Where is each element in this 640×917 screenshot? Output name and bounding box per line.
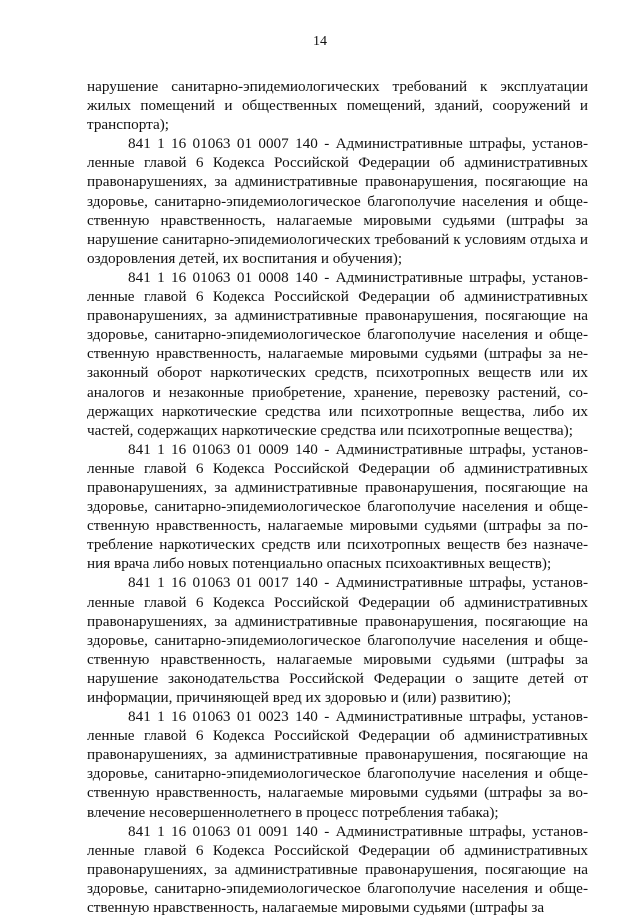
paragraph-code-0007: 841 1 16 01063 01 0007 140 - Административные штрафы, установленные главой 6 Кодекса Российской Федерации об административных правонарушениях, за административные правонарушения, посягающие на здоровье, санитарно-эпидемиологическое благополучие населения и общественную нравственность, налагаемые мировыми судьями (штрафы за нарушение санитарно-эпидемиологических требований к условиям отдыха и оздоровления детей, их воспитания и обучения); [87,135,588,267]
paragraph-continuation: нарушение санитарно-эпидемиологических требований к эксплуатации жилых помещений и общественных помещений, зданий, сооружений и транспорта); [87,78,588,134]
paragraph-code-0008: 841 1 16 01063 01 0008 140 - Административные штрафы, установленные главой 6 Кодекса Российской Федерации об административных правонарушениях, за административные правонарушения, посягающие на здоровье, санитарно-эпидемиологическое благополучие населения и общественную нравственность, налагаемые мировыми судьями (штрафы за незаконный оборот наркотических средств, психотропных веществ или их аналогов и незаконные приобретение, хранение, перевозку растений, содержащих наркотические средства или психотропные вещества, либо их частей, содержащих наркотические средства или психотропные вещества); [87,268,588,439]
paragraph-code-0023: 841 1 16 01063 01 0023 140 - Административные штрафы, установленные главой 6 Кодекса Российской Федерации об административных правонарушениях, за административные правонарушения, посягающие на здоровье, санитарно-эпидемиологическое благополучие населения и общественную нравственность, налагаемые мировыми судьями (штрафы за вовлечение несовершеннолетнего в процесс потребления табака); [87,708,588,821]
paragraph-code-0091: 841 1 16 01063 01 0091 140 - Административные штрафы, установленные главой 6 Кодекса Российской Федерации об административных правонарушениях, за административные правонарушения, посягающие на здоровье, санитарно-эпидемиологическое благополучие населения и общественную нравственность, налагаемые мировыми судьями (штрафы за [87,822,588,917]
document-body [87,77,588,917]
page-number: 14 [313,34,327,49]
paragraph-code-0009: 841 1 16 01063 01 0009 140 - Административные штрафы, установленные главой 6 Кодекса Российской Федерации об административных правонарушениях, за административные правонарушения, посягающие на здоровье, санитарно-эпидемиологическое благополучие населения и общественную нравственность, налагаемые мировыми судьями (штрафы за потребление наркотических средств или психотропных веществ без назначения врача либо новых потенциально опасных психоактивных веществ); [87,440,588,573]
paragraph-code-0017: 841 1 16 01063 01 0017 140 - Административные штрафы, установленные главой 6 Кодекса Российской Федерации об административных правонарушениях, за административные правонарушения, посягающие на здоровье, санитарно-эпидемиологическое благополучие населения и общественную нравственность, налагаемые мировыми судьями (штрафы за нарушение законодательства Российской Федерации о защите детей от информации, причиняющей вред их здоровью и (или) развитию); [87,574,588,706]
